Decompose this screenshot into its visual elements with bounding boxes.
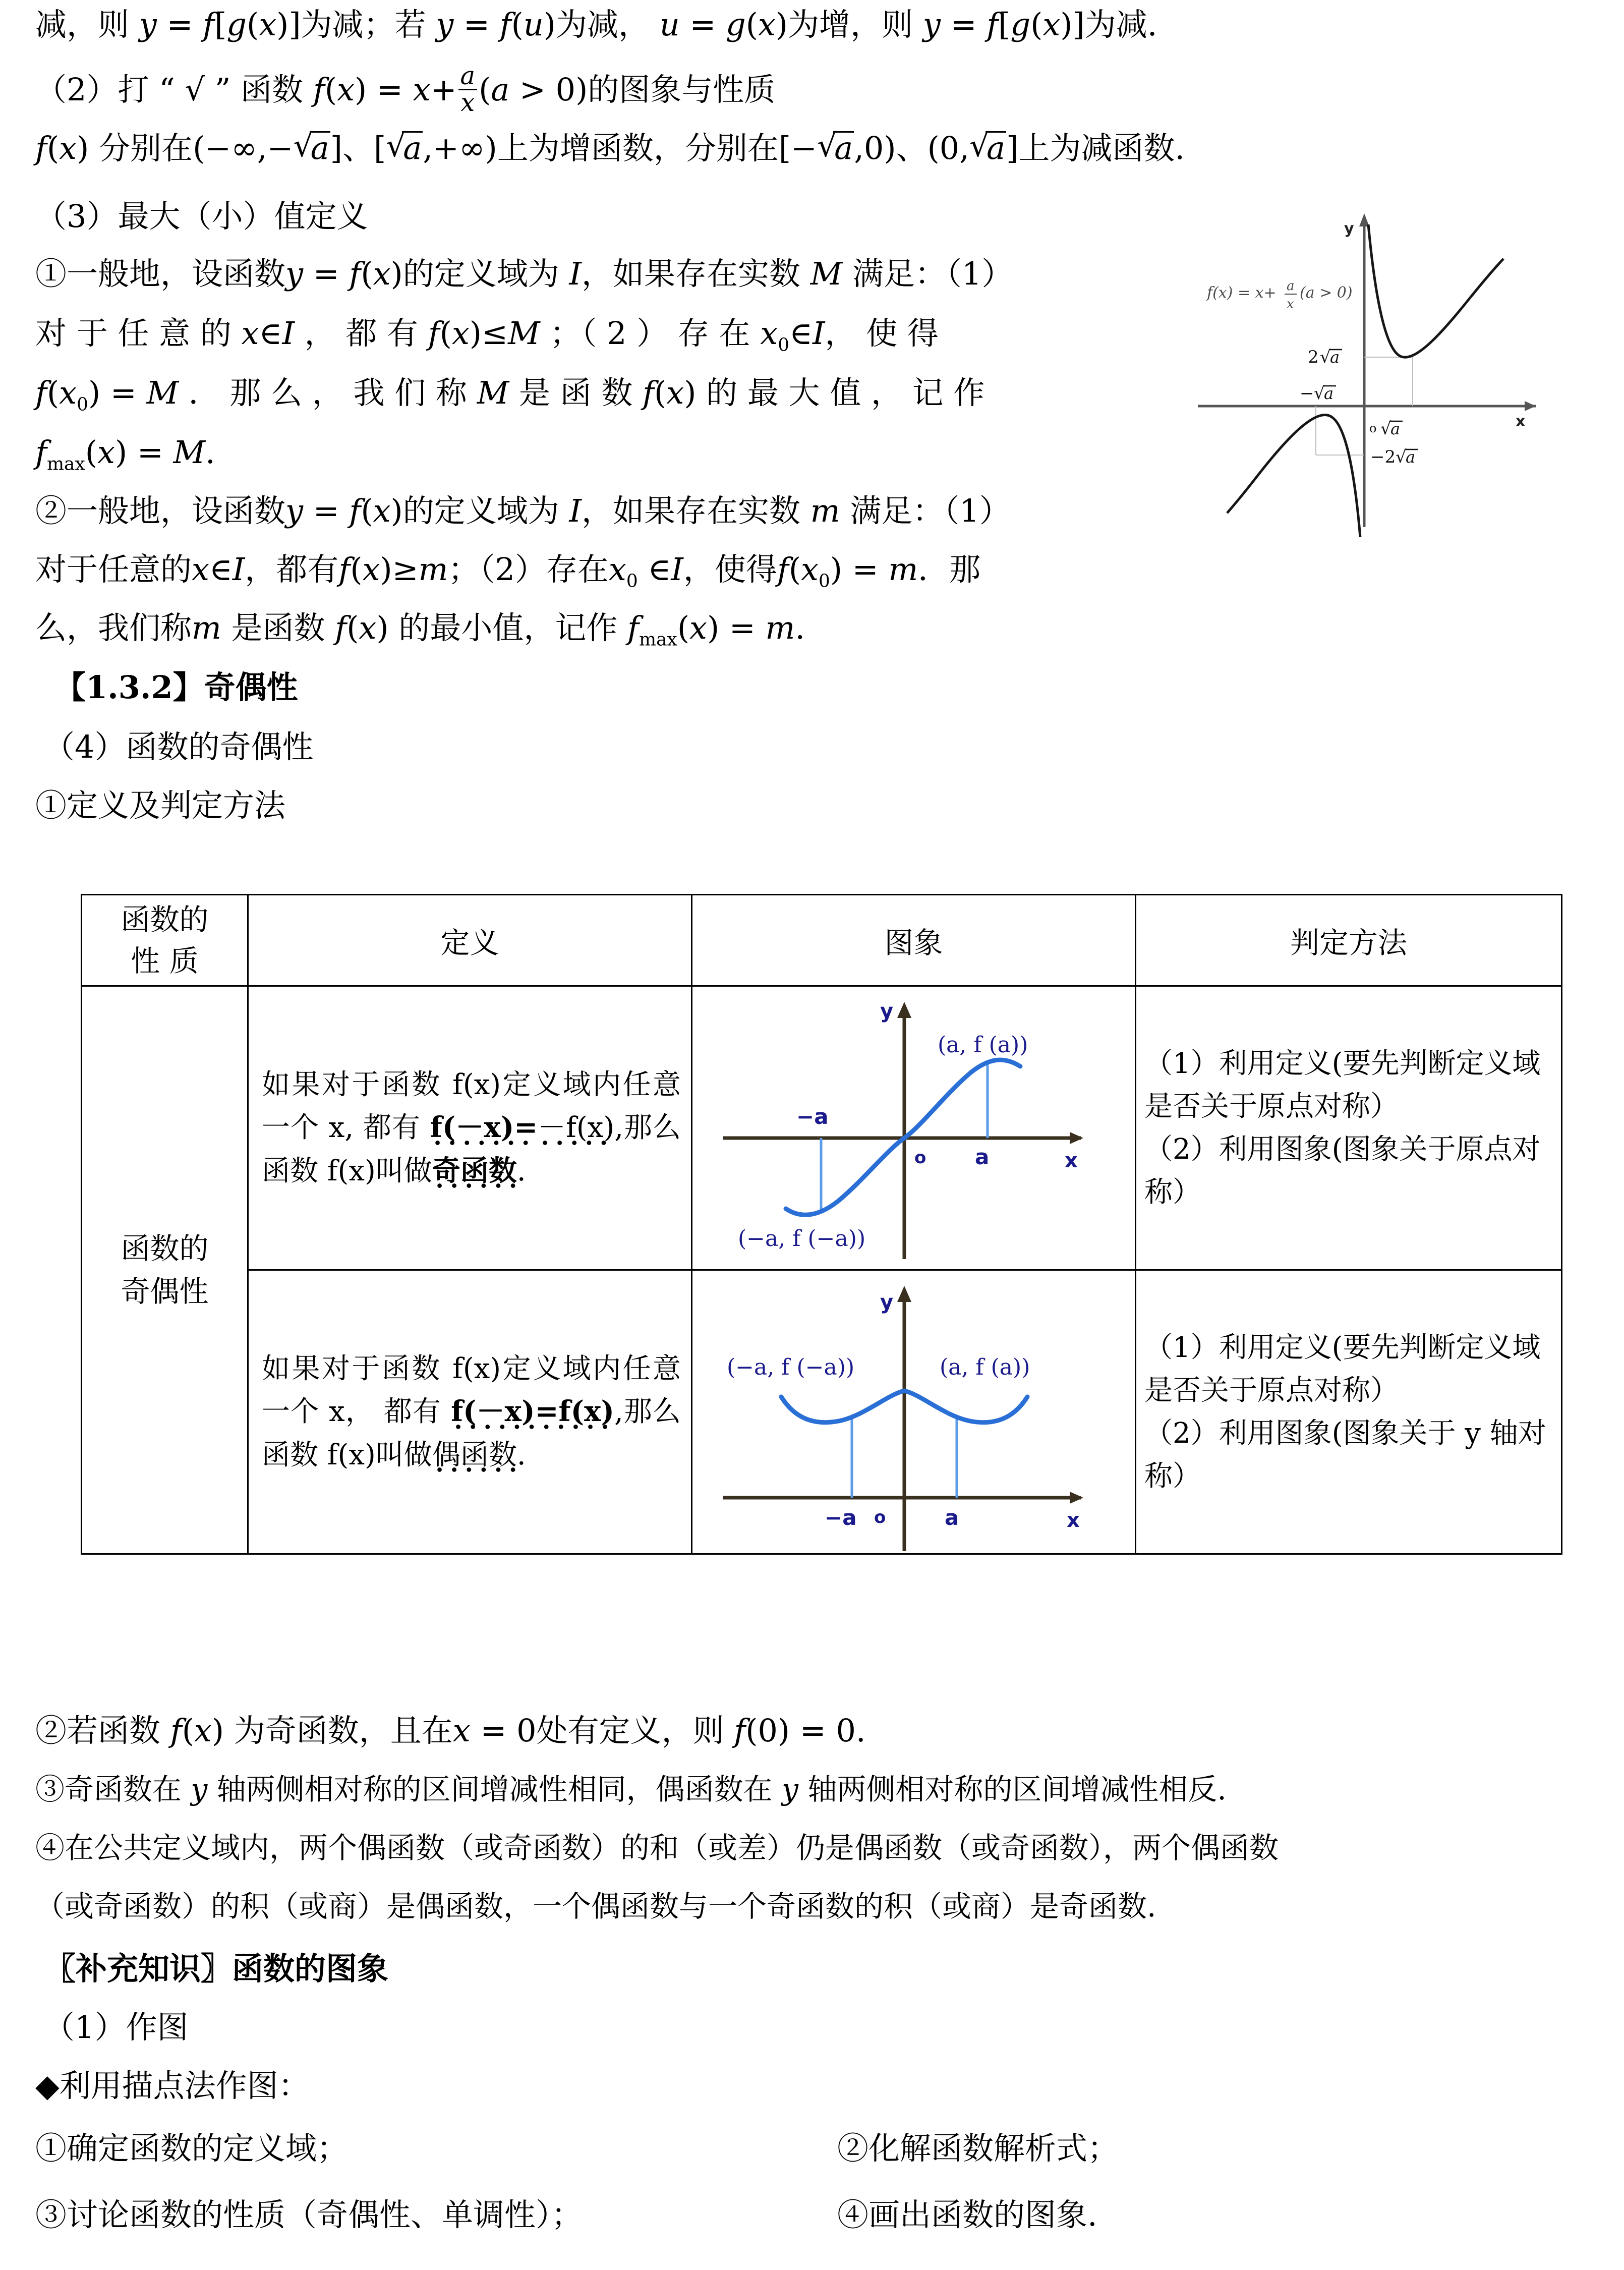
svg-text:a: a [1406,447,1416,467]
cell-even-definition [248,1270,692,1554]
symbol-M-5: M [810,255,843,292]
item2-part-b: 为奇函数，且在 [234,1712,453,1749]
symbol-y-item3-1: y [191,1772,208,1806]
line10-part-c: ；（2）存在 [448,551,609,588]
line11-part-c: 的最小值，记作 [398,609,618,646]
interval-sqrt-inf: [ √ a,+∞) [374,130,497,166]
text-line-2 [35,61,776,117]
formula-fx-x-plus-a-over-x: f(x) = x+ $\frac{a}{x}$ (a > 0) [313,61,588,117]
text-line-10 [35,551,981,592]
label-origin-o: o [1369,421,1377,435]
odd-def-bold2: －f(x) [538,1111,614,1150]
label-neg-sqrt-a: − [1300,383,1314,404]
even-def-bold1: f(－x)=f(x) [451,1395,614,1434]
item2-part-a: ②若函数 [35,1712,161,1749]
text-line-4-maxmin-def: （3）最大（小）值定义 [35,198,368,235]
line5-part-d: 满足：（1） [852,255,1013,292]
header-cell-definition: 定义 [248,895,692,986]
symbol-M-7: M [477,374,509,411]
line10-part-e: ．那 [918,551,981,588]
formula-y-fx-5: y = f(x) [285,255,403,292]
text-item-2-odd-f0 [35,1712,866,1749]
step-2-simplify: ②化解函数解析式； [837,2130,1119,2167]
svg-text:(a > 0): (a > 0) [1300,284,1353,302]
formula-fx-item2: f(x) [170,1712,224,1749]
formula-fx-le-M: f(x)≤M [428,315,540,352]
svg-text:√: √ [1320,347,1331,367]
even-x-arrowhead [1070,1492,1083,1504]
text-item-4-line1: ④在公共定义域内，两个偶函数（或奇函数）的和（或差）仍是偶函数（或奇函数），两个偶函数 [35,1831,1279,1865]
cell-odd-definition [248,986,692,1270]
table-row [82,1270,1562,1554]
line10-part-a: 对于任意的 [35,551,192,588]
x-axis-label: x [1516,413,1526,430]
chart-even-function [692,1271,1106,1553]
svg-text:a: a [1324,384,1334,403]
formula-y-fgx-1: y = f[g(x)] [139,6,301,43]
formula-fx0-eq-m: $f(x_0) = m$ [777,551,918,592]
line6-part-c: ；（ 2 ） 存 在 [550,315,750,352]
formula-y-fu: y = f(u) [436,6,556,43]
text-line-11 [35,609,805,650]
line9-part-d: 满足：（1） [850,492,1011,529]
odd-x-label: x [1065,1149,1078,1172]
step-4-draw: ④画出函数的图象. [837,2196,1097,2233]
line1-part-d: 为增，则 [788,6,913,43]
even-def-part2: ,那么函数 f(x)叫做 [262,1395,681,1471]
line5-part-b: 的定义域为 [402,255,559,292]
item2-part-c: 处有定义，则 [536,1712,724,1749]
line10-part-b: ，都有 [245,551,339,588]
item3-part-b: 轴两侧相对称的区间增减性相同，偶函数在 [216,1772,773,1806]
svg-text:√: √ [1314,383,1325,404]
formula-fx-ge-m: f(x)≥m [338,551,448,588]
header-cell-method: 判定方法 [1136,895,1562,986]
header-cell-property [82,895,248,986]
cell-even-method [1136,1270,1562,1554]
section-heading-132: 【1.3.2】奇偶性 [54,669,298,706]
text-line-5 [35,255,1013,292]
item2-part-d: . [855,1712,866,1749]
text-line-8 [35,434,215,475]
interval-neg-sqrt-0: [− √ a,0) [779,130,896,166]
line8-period: . [205,434,215,471]
header-property-line2: 性 质 [131,944,199,978]
even-annotation-a-fa: (a, f (a)) [940,1354,1030,1380]
interval-0-sqrt: (0, √ a] [927,130,1019,166]
cell-odd-graph [692,986,1136,1270]
cell-odd-method [1136,986,1562,1270]
table-header-row [82,895,1562,986]
even-annotation-nega-fnega: (−a, f (−a)) [727,1354,855,1380]
label-2-sqrt-a: 2 [1308,347,1319,367]
odd-label-neg-a: −a [796,1104,829,1129]
text-line-9 [35,492,1011,529]
line7-part-b: 是 函 数 [518,374,633,411]
svg-text:√: √ [1396,447,1407,467]
formula-y-fgx-2: y = f[g(x)] [922,6,1085,43]
row-label-line2: 奇偶性 [121,1274,209,1309]
odd-def-part3: . [516,1154,526,1187]
even-label-a: a [945,1505,959,1530]
symbol-I-5: I [569,255,582,292]
odd-y-arrowhead [897,1002,911,1018]
header-cell-graph: 图象 [692,895,1136,986]
table-row [82,986,1562,1270]
line10-part-d: ，使得 [683,551,777,588]
row-label-line1: 函数的 [121,1231,209,1266]
line9-part-b: 的定义域为 [402,492,559,529]
line11-part-d: . [795,609,805,646]
even-label-origin: o [874,1507,886,1527]
formula-fx-11: f(x) [335,609,389,646]
symbol-m-9: m [810,492,840,529]
label-sqrt-a: √ [1380,419,1391,439]
line6-part-a: 对 于 任 意 的 [35,315,231,352]
line5-part-c: ，如果存在实数 [581,255,800,292]
odd-method-2: （2）利用图象(图象关于原点对称） [1144,1133,1541,1209]
even-def-bold3: 偶函数 [432,1439,517,1477]
formula-y-fx-9: y = f(x) [285,492,403,529]
chart-formula-label: f(x) = x+ [1207,284,1277,302]
even-y-arrowhead [897,1286,911,1302]
supplementary-heading: 〖补充知识〗函数的图象 [44,1950,389,1987]
even-method-1: （1）利用定义(要先判断定义域是否关于原点对称） [1144,1331,1541,1407]
odd-def-part2: ,那么函数 f(x)叫做 [262,1111,681,1187]
x-axis-arrowhead [1525,401,1536,411]
item3-part-a: ③奇函数在 [35,1772,182,1806]
line6-part-b: ， 都 有 [304,315,419,352]
supplementary-item-1-drawing: （1）作图 [43,2009,189,2046]
svg-text:a: a [1330,348,1340,367]
chart-hyperbola-function [1188,204,1541,537]
even-x-label: x [1067,1509,1080,1532]
symbol-m-11: m [192,609,221,646]
even-y-label: y [880,1291,894,1314]
odd-def-bold1: f(－x)= [430,1111,538,1150]
line9-part-a: ②一般地，设函数 [35,492,286,529]
line3-part-c: 上为减函数. [1018,130,1185,166]
text-line-7 [35,374,985,415]
formula-x-eq-0: x = 0 [452,1712,537,1749]
formula-x0-in-I-10: $x_0$ ∈I [608,551,683,592]
subsection-1-definition-method: ①定义及判定方法 [35,787,286,824]
symbol-y-item3-2: y [782,1772,798,1806]
line9-part-c: ，如果存在实数 [581,492,800,529]
formula-x0-in-I: $x_0\in I$ [760,315,825,356]
svg-text:a: a [1287,278,1295,294]
odd-def-part1: 如果对于函数 f(x)定义域内任意一个 x, 都有 [262,1068,681,1145]
text-item-3-monotonic-symmetry [35,1772,1227,1806]
formula-x-in-I-10: x∈I [192,551,245,588]
text-item-4-line2: （或奇函数）的积（或商）是偶函数，一个偶函数与一个奇函数的积（或商）是奇函数. [35,1889,1156,1923]
symbol-I-9: I [569,492,582,529]
step-1-domain: ①确定函数的定义域； [35,2130,349,2167]
line6-part-d: ， 使 得 [825,315,939,352]
odd-label-origin: o [914,1148,926,1168]
parity-definition-table [81,894,1562,1555]
y-axis-label: y [1344,220,1354,238]
odd-annotation-a-fa: (a, f (a)) [938,1032,1028,1058]
formula-u-gx: u = g(x) [659,6,788,43]
formula-fx-7: f(x) [643,374,697,411]
line1-part-a: 减，则 [35,6,130,43]
line7-part-a: ． 那 么 ， 我 们 称 [188,374,468,411]
interval-neg-inf: (−∞,− √ a] [193,130,342,166]
line1-part-e: 为减. [1084,6,1157,43]
line3-part-a: 分别在 [99,130,193,166]
line11-part-a: 么，我们称 [35,609,192,646]
odd-annotation-nega-fnega: (−a, f (−a)) [738,1226,866,1252]
line5-part-a: ①一般地，设函数 [35,255,286,292]
svg-text:x: x [1287,297,1294,312]
line7-part-c: 的 最 大 值 ， 记 作 [706,374,985,411]
even-def-part3: . [516,1438,526,1471]
formula-fx0-eq-M: $f(x_0) = M$ [35,374,179,415]
formula-fmax-eq-M: $f_{max}(x) = M$ [35,434,205,475]
chart-odd-function [692,987,1106,1269]
odd-method-1: （1）利用定义(要先判断定义域是否关于原点对称） [1144,1047,1541,1123]
label-neg-2-sqrt-a: −2 [1370,447,1396,467]
even-method-2: （2）利用图象(图象关于 y 轴对称） [1144,1417,1546,1493]
svg-text:a: a [1390,419,1401,438]
line3-part-b: 上为增函数，分别在 [497,130,779,166]
text-line-1 [35,6,1157,43]
line11-part-b: 是函数 [231,609,325,646]
even-label-neg-a: −a [825,1505,857,1530]
formula-fx: f(x) [35,130,89,166]
text-line-3: f(x) 分别在(−∞,− √ a]、[ √ a,+∞)上为增函数，分别在[− √ a,0)、(0, √ a]上为减函数. [35,131,1185,164]
item3-part-c: 轴两侧相对称的区间增减性相反. [807,1772,1227,1806]
hyperbola-svg [1188,204,1541,537]
supplementary-bullet-point-method: ◆利用描点法作图： [35,2067,310,2104]
line2-part-a: （2）打 “ √ ” 函数 [35,71,304,108]
curve-branch-negative [1227,415,1360,537]
odd-label-a: a [975,1145,990,1169]
curve-branch-positive [1368,224,1503,357]
odd-x-arrowhead [1070,1132,1083,1144]
step-3-properties: ③讨论函数的性质（奇偶性、单调性）； [35,2196,583,2233]
line2-part-b: 的图象与性质 [588,71,776,108]
line1-part-c: 为减， [556,6,650,43]
even-def-part1: 如果对于函数 f(x)定义域内任意一个 x， 都有 [262,1352,681,1429]
subsection-4-parity: （4）函数的奇偶性 [43,728,314,765]
header-property-line1: 函数的 [121,902,209,937]
text-line-6 [35,315,939,356]
cell-row-label-parity [82,986,248,1554]
formula-fmax-eq-m: $f_{max}(x) = m$ [627,609,795,650]
formula-f0-eq-0: f(0) = 0 [734,1712,856,1749]
cell-even-graph [692,1270,1136,1554]
odd-y-label: y [880,1000,894,1023]
odd-def-bold3: 奇函数 [432,1154,517,1193]
formula-x-in-I: x∈I [241,315,295,352]
line1-part-b: 为减；若 [301,6,426,43]
